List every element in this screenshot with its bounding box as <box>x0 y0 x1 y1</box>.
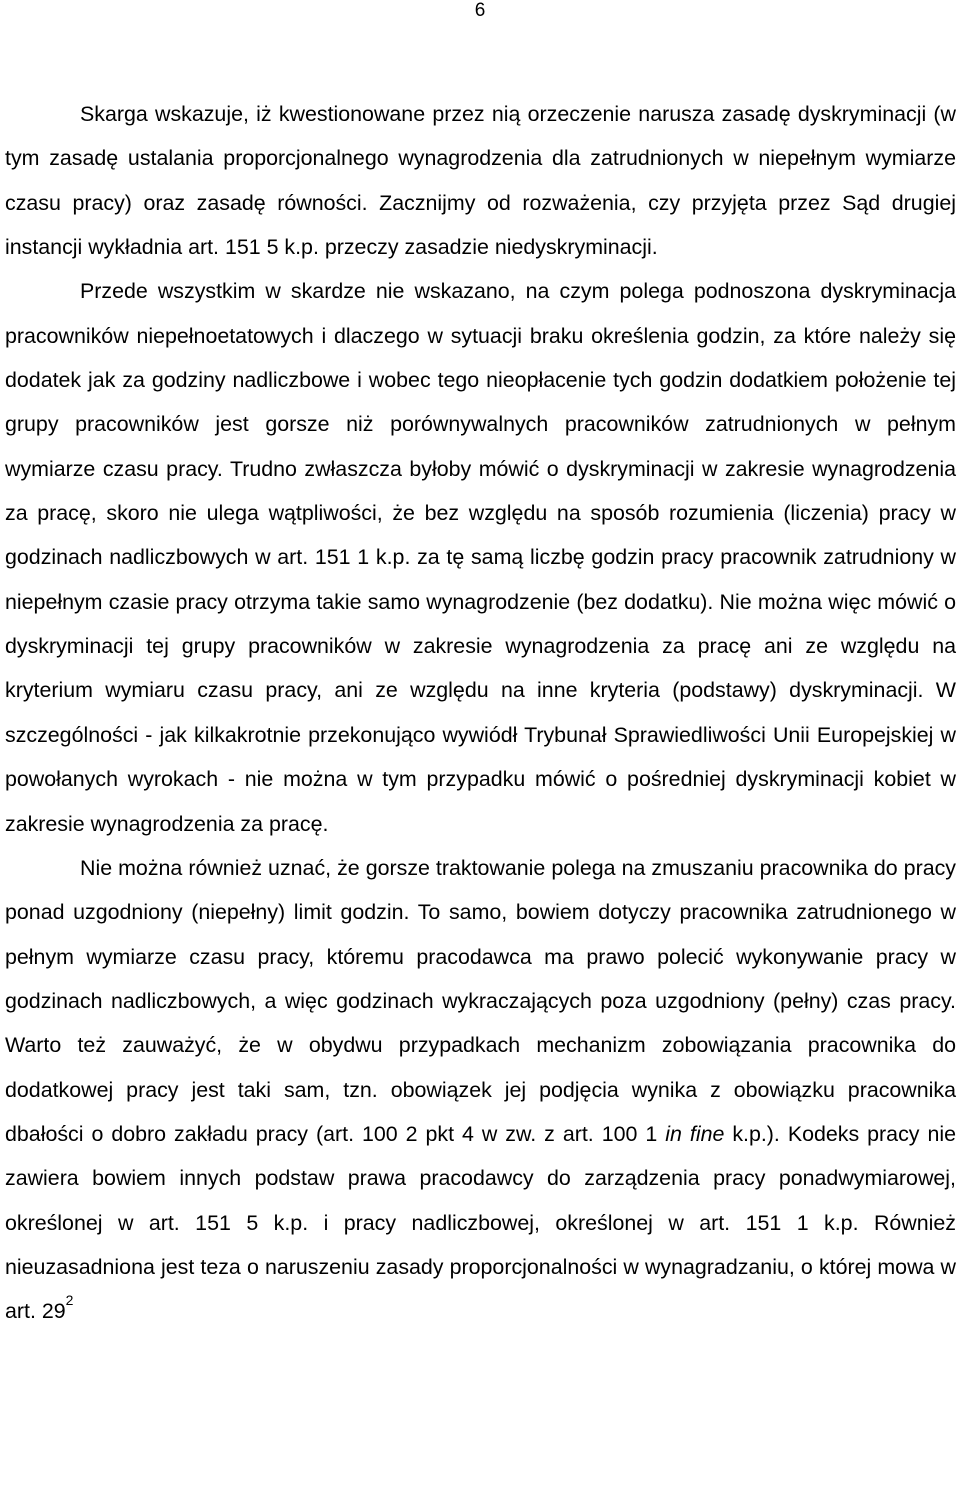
paragraph-2-text: Przede wszystkim w skardze nie wskazano, na czym polega podnoszona dyskryminacja pracowników niepełnoetatowych i dlaczego w sytuacji braku określenia godzin, za które należy się dodatek jak za godziny nadliczbowe i wobec tego nieopłacenie tych godzin dodatkiem położenie tej grupy pracowników jest gorsze niż porównywalnych pracowników zatrudnionych w pełnym wymiarze czasu pracy. Trudno zwłaszcza byłoby mówić o dyskryminacji w zakresie wynagrodzenia za pracę, skoro nie ulega wątpliwości, że bez względu na sposób rozumienia (liczenia) pracy w godzinach nadliczbowych w art. 151 1 k.p. za tę samą liczbę godzin pracy pracownik zatrudniony w niepełnym czasie pracy otrzyma takie samo wynagrodzenie (bez dodatku). Nie można więc mówić o dyskryminacji tej grupy pracowników w zakresie wynagrodzenia za pracę ani ze względu na kryterium wymiaru czasu pracy, ani ze względu na inne kryteria (podstawy) dyskryminacji. W szczególności - jak kilkakrotnie przekonująco wywiódł Trybunał Sprawiedliwości Unii Europejskiej w powołanych wyrokach - nie można w tym przypadku mówić o pośredniej dyskryminacji kobiet w zakresie wynagrodzenia za pracę. <box>5 279 956 836</box>
paragraph-1-text: Skarga wskazuje, iż kwestionowane przez nią orzeczenie narusza zasadę dyskryminacji (w tym zasadę ustalania proporcjonalnego wynagrodzenia dla zatrudnionych w niepełnym wymiarze czasu pracy) oraz zasadę równości. Zacznijmy od rozważenia, czy przyjęta przez Sąd drugiej instancji wykładnia art. 151 5 k.p. przeczy zasadzie niedyskryminacji. <box>5 102 956 260</box>
paragraph-1 <box>5 92 956 269</box>
paragraph-3-text-b: k.p.). Kodeks pracy nie zawiera bowiem innych podstaw prawa pracodawcy do zarządzenia pracy ponadwymiarowej, określonej w art. 151 5 k.p. i pracy nadliczbowej, określonej w art. 151 1 k.p. Również nieuzasadniona jest teza o naruszeniu zasady proporcjonalności w wynagradzaniu, o której mowa w art. 29 <box>5 1121 956 1324</box>
document-body <box>5 92 956 1334</box>
paragraph-3 <box>5 846 956 1334</box>
paragraph-2 <box>5 269 956 845</box>
superscript-marker: 2 <box>65 1292 74 1309</box>
italic-phrase: in fine <box>665 1121 725 1146</box>
page-number: 6 <box>474 0 486 21</box>
paragraph-3-text-a: Nie można również uznać, że gorsze traktowanie polega na zmuszaniu pracownika do pracy ponad uzgodniony (niepełny) limit godzin. To samo, bowiem dotyczy pracownika zatrudnionego w pełnym wymiarze czasu pracy, któremu pracodawca ma prawo polecić wykonywanie pracy w godzinach nadliczbowych, a więc godzinach wykraczających poza uzgodniony (pełny) czas pracy. Warto też zauważyć, że w obydwu przypadkach mechanizm zobowiązania pracownika do dodatkowej pracy jest taki sam, tzn. obowiązek jej podjęcia wynika z obowiązku pracownika dbałości o dobro zakładu pracy (art. 100 2 pkt 4 w zw. z art. 100 1 <box>5 855 956 1146</box>
